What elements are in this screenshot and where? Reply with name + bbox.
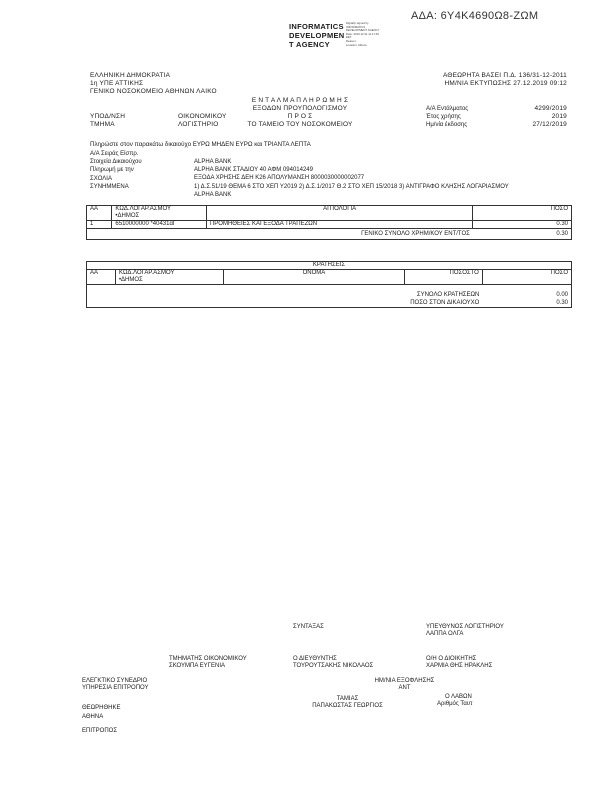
meta-label: Α/Α Εντάλματος	[426, 106, 469, 112]
from-label: ΥΠΟΔ/ΝΣΗ	[90, 113, 126, 120]
col-header-aa: ΑΑ	[87, 206, 112, 221]
cell-account: 6510000000 *40431αΓ	[112, 221, 207, 229]
payment-label: ΣΧΟΛΙΑ	[90, 175, 112, 182]
signature-line: Date: 2019.12.31 11:17:46	[346, 31, 379, 36]
signature-role: ΗΜ/ΝΙΑ ΕΞΟΦΛΗΣΗΣ	[374, 678, 435, 684]
title-line: ΤΟ ΤΑΜΕΙΟ ΤΟΥ ΝΟΣΟΚΟΜΕΙΟΥ	[247, 121, 353, 128]
signer-logo	[289, 22, 345, 49]
issuer-line: ΕΛΛΗΝΙΚΗ ΔΗΜΟΚΡΑΤΙΑ	[90, 72, 171, 79]
signature-audit	[82, 678, 149, 692]
col-header-account-label: ΚΩΔ.ΛΟΓΑΡ.ΑΣΜΟΥ	[118, 270, 175, 276]
from-label: ΤΜΗΜΑ	[90, 121, 115, 128]
meta-label: Έτος χρήσης	[426, 114, 461, 120]
title-line: ΕΞΟΔΩΝ ΠΡΟΥΠΟΛΟΓΙΣΜΟΥ	[252, 105, 348, 112]
signature-role: ΘΕΩΡΗΘΗΚΕ	[82, 705, 121, 711]
sum-value: 0.30	[556, 300, 568, 306]
signature-person: ΥΠΗΡΕΣΙΑ ΕΠΙΤΡΟΠΟΥ	[82, 685, 149, 691]
sum-label: ΣΥΝΟΛΟ ΚΡΑΤΗΣΕΩΝ	[416, 292, 480, 298]
col-header-amount: ΠΟΣΟ	[482, 270, 571, 285]
deductions-title-row	[87, 262, 572, 270]
signature-director	[293, 656, 373, 670]
signature-finance	[169, 656, 247, 670]
meta-value: 4299/2019	[534, 105, 567, 112]
table-total-row	[87, 229, 572, 240]
signature-person: ΠΑΠΑΚΩΣΤΑΣ ΓΕΩΡΓΙΟΣ	[312, 703, 383, 709]
header-right-line: ΑΘΕΩΡΗΤΑ ΒΑΣΕΙ Π.Δ. 136/31-12-2011	[442, 72, 567, 79]
payment-values	[194, 158, 509, 199]
payment-label: ΣΥΝΗΜΜΕΝΑ	[90, 183, 129, 190]
signature-person: ΤΟΥΡΟΥΤΣΑΚΗΣ ΝΙΚΟΛΑΟΣ	[293, 663, 374, 669]
total-label: ΓΕΝΙΚΟ ΣΥΝΟΛΟ ΧΡΗΜ/ΚΟΥ ΕΝΤ/ΤΟΣ	[87, 229, 473, 240]
col-header-aa: ΑΑ	[87, 270, 116, 285]
signature-role: ΕΛΕΓΚΤΙΚΟ ΣΥΝΕΔΡΙΟ	[82, 678, 148, 684]
from-department-labels	[90, 113, 125, 129]
payment-labels	[90, 150, 142, 191]
signature-person: ΑΝΤ	[398, 685, 411, 691]
payment-label: Α/Α Σειράς Είσπρ.	[90, 151, 139, 157]
comments: ΕΞΟΔΑ ΧΡΗΣΗΣ ΔΕΗ Κ26 ΑΠΟΛΥΜΑΝΣΗ 8000030000002077	[194, 175, 365, 182]
signature-endorsed	[82, 704, 121, 722]
signature-role: Ο/Η Ο ΔΙΟΙΚΗΤΗΣ	[426, 656, 477, 662]
header-right-block	[443, 72, 567, 88]
signature-person: ΣΚΟΥΜΠΑ ΕΥΓΕΝΙΑ	[169, 663, 225, 669]
deductions-title: ΚΡΑΤΗΣΕΙΣ	[87, 262, 572, 270]
payment-intro: Πληρώστε στον παρακάτω δικαιούχο ΕΥΡΩ ΜΗΔΕΝ ΕΥΡΩ και ΤΡΙΑΝΤΑ ΛΕΠΤΑ	[90, 141, 311, 148]
signature-line: EET	[346, 35, 352, 40]
issuer-line: ΓΕΝΙΚΟ ΝΟΣΟΚΟΜΕΙΟ ΑΘΗΝΩΝ ΛΑΙΚΟ	[90, 88, 217, 95]
sum-value: 0.00	[556, 292, 568, 298]
meta-value: 2019	[551, 113, 567, 120]
table-header-row	[87, 206, 572, 221]
signature-compiler: ΣΥΝΤΑΞΑΣ	[293, 624, 324, 630]
table-header-row	[87, 270, 572, 285]
from-department-values	[178, 113, 227, 129]
title-line: Π Ρ Ο Σ	[287, 113, 313, 120]
signer-logo-line: INFORMATICS	[289, 22, 344, 31]
total-value: 0.30	[473, 229, 572, 240]
signature-person: Αριθμός Ταυτ	[437, 701, 473, 707]
from-value: ΛΟΓΙΣΤΗΡΙΟ	[178, 121, 219, 128]
deductions-table	[86, 261, 572, 308]
signature-line: Reason:	[346, 38, 357, 43]
signature-governor	[426, 656, 492, 670]
deductions-sum-values	[482, 285, 571, 308]
signature-recipient	[437, 694, 472, 708]
signature-role: Ο ΔΙΕΥΘΥΝΤΗΣ	[293, 656, 337, 662]
payment-label: Στοιχεία Δικαιούχου	[90, 159, 142, 166]
signature-person: ΧΑΡΜΙΑ ΘΗΣ ΗΡΑΚΛΗΣ	[426, 663, 493, 669]
col-header-account	[115, 270, 223, 285]
signature-line: Digitally signed by	[346, 21, 369, 25]
col-header-amount: ΠΟΣΟ	[473, 206, 572, 221]
attachments: 1) Δ.Σ.51/19 ΘΕΜΑ 6 ΣΤΟ ΧΕΠ Υ2019 2) Δ.Σ.1/2017 Θ.2 ΣΤΟ ΧΕΠ 15/2018 3) ΑΝΤΙΓΡΑΦΟ ΚΛΗΣΗΣ ΛΟΓΑΡΙΑΣΜΟΥ	[194, 183, 509, 190]
payment-method: ALPHA BANK ΣΤΑΔΙΟΥ 40 ΑΦΜ 094014249	[194, 167, 313, 174]
beneficiary: ALPHA BANK	[194, 159, 232, 165]
issuer-line: 1η ΥΠΕ ΑΤΤΙΚΗΣ	[90, 80, 144, 87]
signature-line: INFORMATICS	[346, 24, 366, 29]
signer-logo-line: DEVELOPMEN	[289, 31, 345, 40]
table-row	[87, 221, 572, 229]
meta-value: 27/12/2019	[532, 121, 567, 128]
signature-person: ΑΘΗΝΑ	[82, 714, 104, 720]
digital-signature-details	[346, 22, 380, 47]
col-header-account-sub: •ΔΗΜΟΣ	[118, 277, 143, 283]
signature-line: Location: Athens	[346, 42, 367, 47]
deductions-sum-labels	[87, 285, 483, 308]
ada-number: ΑΔΑ: 6Υ4Κ4690Ω8-ΖΩΜ	[411, 10, 539, 22]
signature-role: ΥΠΕΥΘΥΝΟΣ ΛΟΓΙΣΤΗΡΙΟΥ	[426, 624, 504, 630]
signer-logo-line: T AGENCY	[289, 40, 330, 49]
cell-aa: 1	[87, 221, 112, 229]
signature-role: Ο ΛΑΒΩΝ	[445, 694, 472, 700]
payment-label: Πληρωμή με την	[90, 167, 134, 174]
header-right-line: ΗΜ/ΝΙΑ ΕΚΤΥΠΩΣΗΣ 27.12.2019 09:12	[444, 80, 567, 87]
deductions-sum-row	[87, 285, 572, 308]
col-header-description: ΑΙΤΙΟΛΟΓΙΑ	[206, 206, 472, 221]
col-header-account-sub: •ΔΗΜΟΣ	[115, 213, 140, 219]
signature-cashier	[305, 696, 390, 710]
cell-amount: 0.30	[473, 221, 572, 229]
issuer-block	[90, 72, 217, 96]
meta-labels	[426, 105, 468, 129]
from-value: ΟΙΚΟΝΟΜΙΚΟΥ	[178, 113, 227, 120]
signature-accounting-head	[426, 624, 504, 638]
signature-line: DEVELOPMENT AGENCY	[346, 28, 380, 33]
attachments-bank: ALPHA BANK	[194, 191, 232, 198]
title-line: Ε Ν Τ Α Λ Μ Α Π Λ Η Ρ Ω Μ Η Σ	[251, 97, 349, 104]
signature-role: ΤΑΜΙΑΣ	[336, 696, 359, 702]
col-header-account	[112, 206, 207, 221]
col-header-account-label: ΚΩΔ.ΛΟΓΑΡ.ΑΣΜΟΥ	[115, 206, 171, 212]
cell-description: ΠΡΟΜΗΘΕΙΕΣ ΚΑΙ ΕΞΟΔΑ ΤΡΑΠΕΖΩΝ	[206, 221, 472, 229]
col-header-name: ΟΝΟΜΑ	[223, 270, 405, 285]
meta-values	[532, 105, 567, 129]
col-header-percent: ΠΟΣΟΣΤΟ	[405, 270, 483, 285]
signature-commissioner: ΕΠΙΤΡΟΠΟΣ	[82, 728, 118, 734]
signature-role: ΤΜΗΜΑΤΗΣ ΟΙΚΟΝΟΜΙΚΟΥ	[169, 656, 247, 662]
signature-person: ΛΑΠΠΑ ΟΛΓΑ	[426, 631, 464, 637]
sum-label: ΠΟΣΟ ΣΤΟΝ ΔΙΚΑΙΟΥΧΟ	[410, 300, 480, 306]
expense-table	[86, 205, 572, 240]
signature-payment-date	[367, 678, 442, 692]
meta-label: Ημ/νία έκδοσης	[426, 122, 468, 128]
document-title	[200, 97, 400, 129]
